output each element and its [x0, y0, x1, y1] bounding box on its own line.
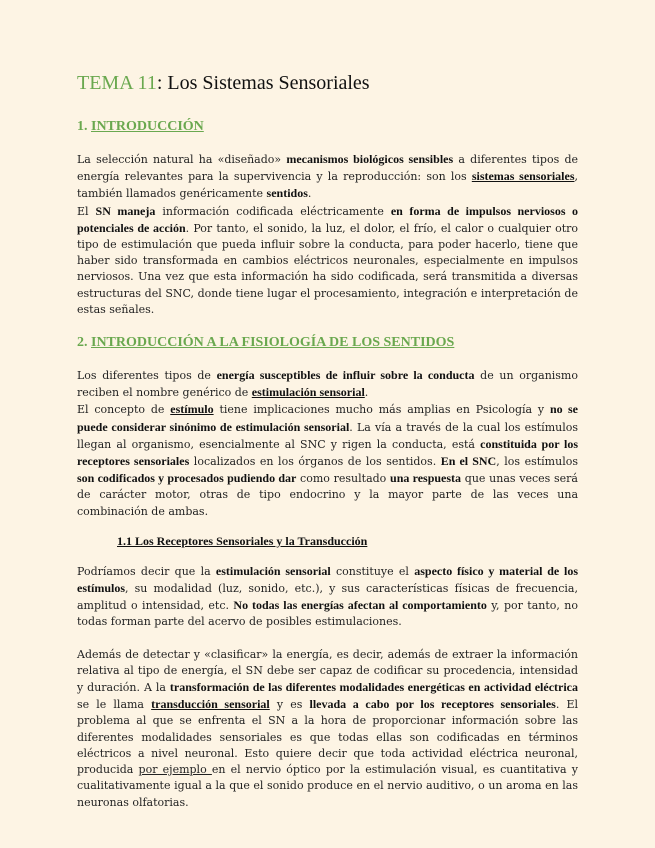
section-heading-fisiologia — [77, 334, 578, 352]
title-text: : Los Sistemas Sensoriales — [156, 72, 370, 94]
page-title — [77, 70, 578, 96]
subsection-heading: 1.1 Los Receptores Sensoriales y la Transducción — [117, 533, 368, 548]
section-number: 2. — [77, 335, 91, 351]
section-heading-introduccion — [77, 118, 578, 136]
paragraph: Además de detectar y «clasificar» la energía, es decir, además de extraer la información relativa al tipo de energía, el SN debe ser capaz de codificar su procedencia, intensidad y duración. A la transformación de las diferentes modalidades energéticas en actividad eléctrica se le llama transducción sensorial y es llevada a cabo por los receptores sensoriales. El problema al que se enfrenta el SN a la hora de proporcionar información sobre las diferentes modalidades sensoriales es que todas ellas son codificadas en términos eléctricos a nivel neuronal. Esto quiere decir que toda actividad eléctrica neuronal, producida por ejemplo en el nervio óptico por la estimulación visual, es cuantitativa y cualitativamente igual a la que el sonido produce en el nervio auditivo, o un aroma en las neuronas olfatorias. — [77, 647, 579, 809]
document-body — [77, 70, 578, 811]
title-topic-number: TEMA 11 — [77, 72, 157, 94]
paragraph: Podríamos decir que la estimulación sensorial constituye el aspecto físico y material de los estímulos, su modalidad (luz, sonido, etc.), y sus características físicas de frecuencia, amplitud o intensidad, etc. No todas las energías afectan al comportamiento y, por tanto, no todas forman parte del acervo de posibles estimulaciones. — [77, 563, 579, 629]
section-title: INTRODUCCIÓN — [91, 119, 204, 134]
paragraph: El SN maneja información codificada eléctricamente en forma de impulsos nerviosos o potenciales de acción. Por tanto, el sonido, la luz, el dolor, el frío, el calor o cualquier otro tipo de estimulación que pueda influir sobre la conducta, para poder hacerlo, tiene que haber sido transformada en cambios eléctricos neuronales, especialmente en impulsos nerviosos. Una vez que esta información ha sido codificada, será transmitida a diversas estructuras del SNC, donde tiene lugar el procesamiento, integración e interpretación de estas señales. — [77, 203, 578, 316]
paragraph: Los diferentes tipos de energía susceptibles de influir sobre la conducta de un organismo reciben el nombre genérico de estimulación sensorial. — [77, 368, 578, 400]
section-title: INTRODUCCIÓN A LA FISIOLOGÍA DE LOS SENTIDOS — [91, 335, 455, 351]
paragraph: La selección natural ha «diseñado» mecanismos biológicos sensibles a diferentes tipos de energía relevantes para la supervivencia y la reproducción: son los sistemas sensoriales, también llamados genéricamente sentidos. — [77, 152, 578, 201]
paragraph: El concepto de estímulo tiene implicaciones mucho más amplias en Psicología y no se puede considerar sinónimo de estimulación sensorial. La vía a través de la cual los estímulos llegan al organismo, esencialmente al SNC y rigen la conducta, está constituida por los receptores sensoriales localizados en los órganos de los sentidos. En el SNC, los estímulos son codificados y procesados pudiendo dar como resultado una respuesta que unas veces será de carácter motor, otras de tipo endocrino y la mayor parte de las veces una combinación de ambas. — [77, 402, 579, 518]
section-number: 1. — [77, 119, 91, 134]
